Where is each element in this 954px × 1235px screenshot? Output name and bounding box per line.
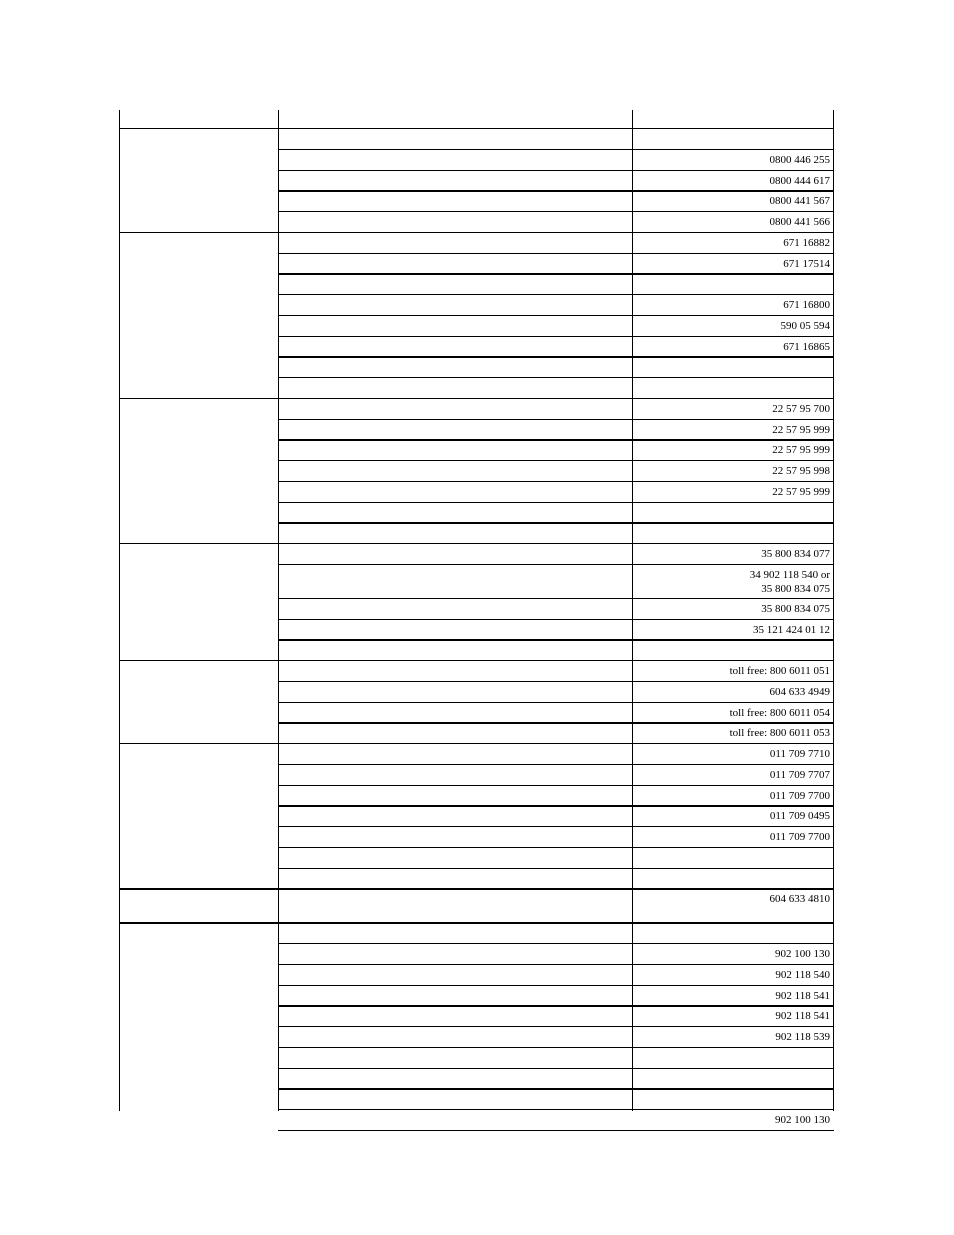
row-divider xyxy=(278,764,834,765)
phone-number: 671 17514 xyxy=(783,257,830,270)
row-divider xyxy=(278,190,834,191)
phone-number: 0800 441 566 xyxy=(769,216,830,228)
phone-number: 671 16882 xyxy=(783,236,830,249)
row-divider xyxy=(278,564,834,565)
phone-number: 35 800 834 075 xyxy=(761,602,830,615)
column-rule-left xyxy=(119,110,120,1111)
phone-number: 0800 441 567 xyxy=(769,195,830,208)
row-divider xyxy=(278,1026,834,1027)
row-divider xyxy=(278,964,834,965)
phone-number-cell xyxy=(775,947,830,961)
row-divider xyxy=(278,336,834,337)
row-divider xyxy=(278,868,834,869)
row-divider xyxy=(278,502,834,503)
phone-number: 604 633 4949 xyxy=(769,685,830,698)
row-divider xyxy=(278,785,834,786)
phone-number-cell xyxy=(770,174,831,188)
row-divider xyxy=(278,1130,834,1131)
phone-number: 0800 446 255 xyxy=(769,153,830,166)
phone-number-cell xyxy=(775,1030,830,1044)
row-divider xyxy=(278,1109,834,1110)
column-rule-right xyxy=(833,110,834,1111)
phone-number: 902 118 541 xyxy=(775,1010,830,1023)
phone-number-cell xyxy=(775,1009,830,1023)
phone-number-cell xyxy=(770,809,830,823)
phone-number: 22 57 95 700 xyxy=(772,402,830,415)
phone-number-cell xyxy=(761,602,830,616)
phone-number: 35 121 424 01 12 xyxy=(753,623,830,636)
phone-number-cell xyxy=(775,968,830,982)
group-divider xyxy=(119,660,834,661)
phone-number-cell xyxy=(770,892,831,906)
row-divider xyxy=(278,481,834,482)
row-divider xyxy=(278,253,834,254)
group-divider xyxy=(119,398,834,399)
row-divider xyxy=(278,170,834,171)
phone-number: 22 57 95 999 xyxy=(772,444,830,457)
phone-number-cell xyxy=(770,685,831,699)
column-rule-number xyxy=(632,110,633,1111)
row-divider xyxy=(278,211,834,212)
phone-number-cell xyxy=(772,464,830,478)
phone-number: 011 709 0495 xyxy=(769,810,830,823)
row-divider xyxy=(278,377,834,378)
row-divider xyxy=(278,826,834,827)
row-divider xyxy=(278,681,834,682)
phone-number: 22 57 95 999 xyxy=(772,485,830,498)
phone-number-cell xyxy=(772,402,830,416)
phone-number: 590 05 594 xyxy=(780,319,830,332)
row-divider xyxy=(278,522,834,523)
row-divider xyxy=(278,598,834,599)
row-divider xyxy=(278,315,834,316)
phone-number-cell xyxy=(770,194,831,208)
row-divider xyxy=(278,419,834,420)
phone-number: 604 633 4810 xyxy=(769,893,830,906)
row-divider xyxy=(278,273,834,274)
phone-number-cell xyxy=(772,485,830,499)
phone-number-cell xyxy=(775,989,830,1003)
group-divider xyxy=(119,922,834,923)
phone-number-cell xyxy=(750,568,830,596)
row-divider xyxy=(278,847,834,848)
phone-number-cell xyxy=(775,1113,830,1127)
phone-number: toll free: 800 6011 054 xyxy=(729,706,830,719)
phone-number: 22 57 95 998 xyxy=(772,465,830,477)
phone-number: 011 709 7700 xyxy=(769,789,830,802)
phone-number: 0800 444 617 xyxy=(769,174,830,187)
phone-number-cell xyxy=(761,547,830,561)
phone-number-cell xyxy=(770,789,830,803)
column-rule-service xyxy=(278,110,279,1111)
phone-number: 011 709 7700 xyxy=(769,831,830,843)
row-divider xyxy=(278,149,834,150)
phone-number: 902 100 130 xyxy=(775,1114,830,1126)
phone-number: 902 118 540 xyxy=(775,968,830,981)
row-divider xyxy=(278,356,834,357)
phone-number-cell xyxy=(770,747,830,761)
phone-number-cell xyxy=(770,215,831,229)
phone-number-cell xyxy=(770,830,830,844)
phone-number: 22 57 95 999 xyxy=(772,423,830,436)
phone-number: 671 16865 xyxy=(783,340,830,353)
phone-number: 671 16800 xyxy=(783,299,830,311)
phone-number-cell xyxy=(772,423,830,437)
phone-number: toll free: 800 6011 053 xyxy=(729,727,830,740)
row-divider xyxy=(278,1068,834,1069)
row-divider xyxy=(278,1005,834,1006)
phone-number: 34 902 118 540 or xyxy=(749,568,830,581)
row-divider xyxy=(278,1088,834,1089)
row-divider xyxy=(278,439,834,440)
phone-number: 011 709 7710 xyxy=(769,748,830,760)
row-divider xyxy=(278,702,834,703)
phone-number-cell xyxy=(770,153,831,167)
row-divider xyxy=(278,619,834,620)
phone-number: 011 709 7707 xyxy=(769,768,830,781)
row-divider xyxy=(278,460,834,461)
phone-number: 35 800 834 077 xyxy=(761,548,830,560)
phone-number: 902 118 539 xyxy=(775,1031,830,1043)
group-divider xyxy=(119,743,834,744)
row-divider xyxy=(278,1047,834,1048)
group-divider xyxy=(119,128,834,129)
phone-number-cell xyxy=(730,664,830,678)
phone-number: 902 118 541 xyxy=(775,989,830,1002)
group-divider xyxy=(119,232,834,233)
row-divider xyxy=(278,805,834,806)
row-divider xyxy=(278,639,834,640)
phone-number-cell xyxy=(730,726,830,740)
row-divider xyxy=(278,943,834,944)
row-divider xyxy=(278,985,834,986)
phone-number: toll free: 800 6011 051 xyxy=(729,665,830,677)
phone-number-cell xyxy=(783,298,830,312)
phone-number-alternate: 35 800 834 075 xyxy=(761,582,830,595)
phone-number-cell xyxy=(783,236,830,250)
phone-number-cell xyxy=(781,319,831,333)
phone-number: 902 100 130 xyxy=(775,948,830,960)
phone-number-cell xyxy=(783,257,830,271)
phone-number-cell xyxy=(772,443,830,457)
row-divider xyxy=(278,722,834,723)
group-divider xyxy=(119,888,834,889)
phone-number-cell xyxy=(753,623,830,637)
phone-number-cell xyxy=(770,768,830,782)
row-divider xyxy=(278,294,834,295)
group-divider xyxy=(119,543,834,544)
phone-number-cell xyxy=(783,340,830,354)
phone-number-cell xyxy=(730,706,830,720)
